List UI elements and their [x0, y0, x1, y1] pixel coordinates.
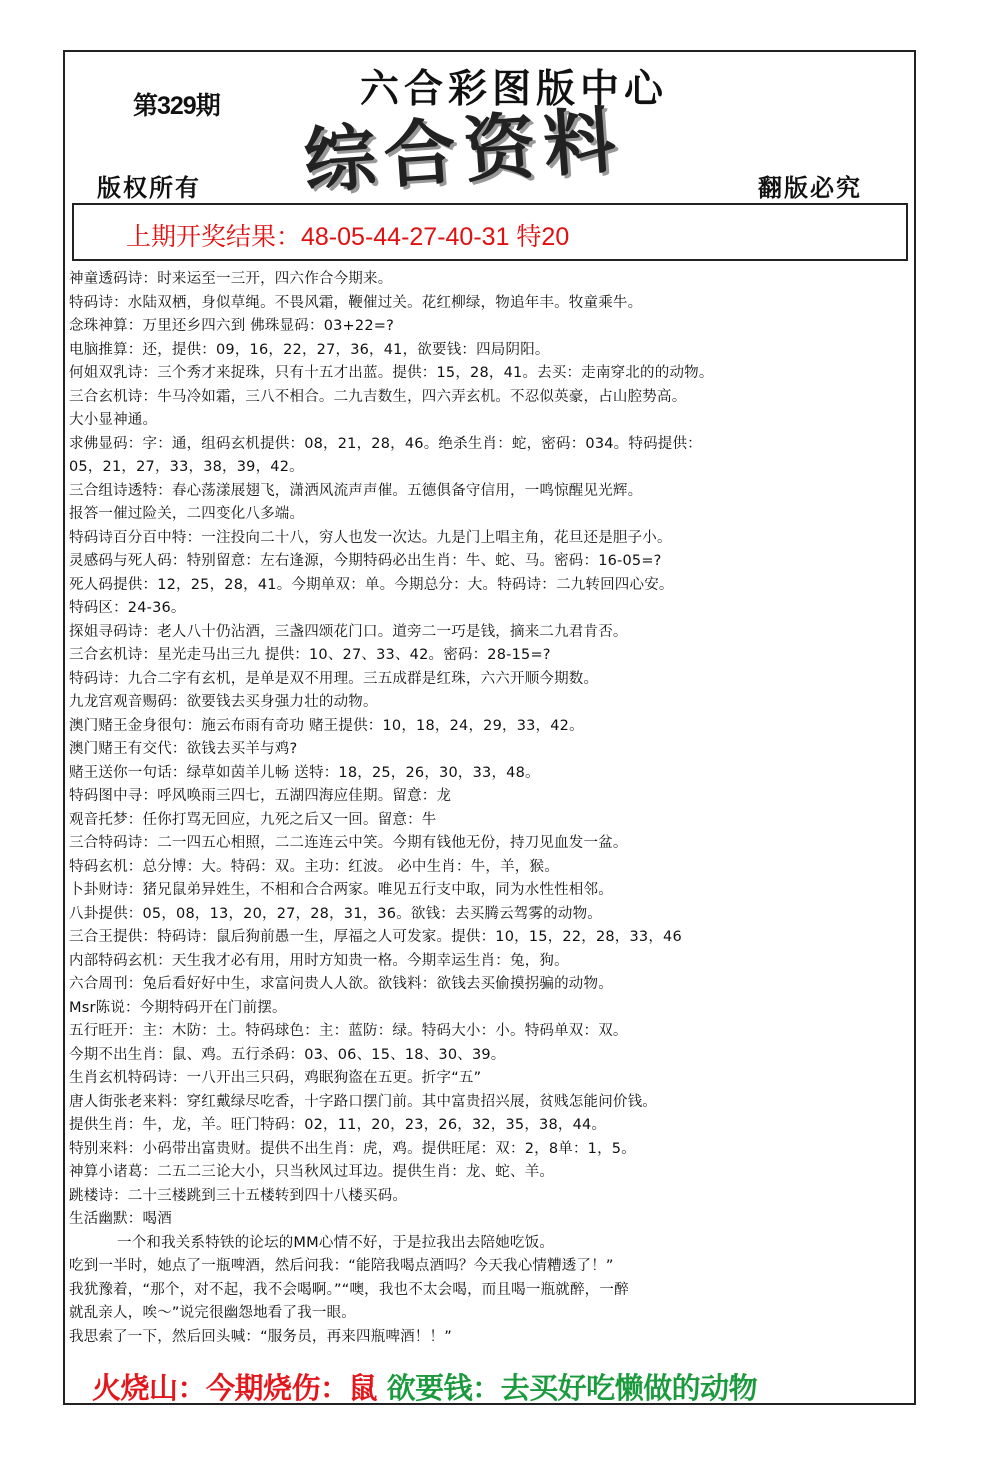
content-line: 一个和我关系特铁的论坛的MM心情不好，于是拉我出去陪她吃饭。 [117, 1234, 555, 1251]
content-line: 跳楼诗：二十三楼跳到三十五楼转到四十八楼买码。 [69, 1187, 408, 1204]
content-line: 特码诗：水陆双栖，身似草绳。不畏风霜，鞭催过关。花红柳绿，物追年丰。牧童乘牛。 [69, 294, 643, 311]
content-lines [69, 268, 911, 1349]
content-line: 灵感码与死人码：特别留意：左右逢源，今期特码必出生肖：牛、蛇、马。密码：16-05=? [69, 553, 662, 569]
content-line: 特码玄机：总分博：大。特码：双。主功：红波。 必中生肖：牛，羊，猴。 [69, 858, 559, 875]
content-line: 三合王提供：特码诗：鼠后狗前愚一生，厚福之人可发家。提供：10，15，22，28，33，46 [69, 929, 682, 945]
content-line: 三合组诗透特：春心荡漾展翅飞，潇洒风流声声催。五德俱备守信用，一鸣惊醒见光辉。 [69, 482, 643, 499]
content-line: 提供生肖：牛，龙，羊。旺门特码：02，11，20，23，26，32，35，38，44。 [69, 1117, 607, 1133]
content-line: 赌王送你一句话：绿草如茵羊儿畅 送特：18，25，26，30，33，48。 [69, 764, 540, 781]
content-line: 九龙宫观音赐码：欲要钱去买身强力壮的动物。 [69, 694, 378, 710]
content-line: 生肖玄机特码诗：一八开出三只码，鸡眠狗盗在五更。折字“五” [69, 1070, 482, 1086]
content-line: 澳门赌王金身很句：施云布雨有奇功 赌王提供：10，18，24，29，33，42。 [69, 717, 584, 734]
main-title: 综合资料 [301, 96, 627, 204]
content-line: 特码图中寻：呼风唤雨三四七，五湖四海应佳期。留意：龙 [69, 788, 452, 804]
content-line: 特码区：24-36。 [69, 600, 186, 616]
content-line: 报答一催过险关，二四变化八多端。 [69, 506, 305, 522]
content-line: 三合玄机诗：牛马冷如霜，三八不相合。二九吉数生，四六弄玄机。不忍似英豪，占山腔势高。 [69, 388, 687, 405]
last-result-text: 上期开奖结果：48-05-44-27-40-31 特20 [126, 223, 570, 251]
content-line: 探姐寻码诗：老人八十仍沾酒，三盏四颂花门口。道旁二一巧是钱，摘来二九君肯否。 [69, 623, 628, 640]
footer-banner [92, 1366, 757, 1407]
content-line: 三合玄机诗：星光走马出三九 提供：10、27、33、42。密码：28-15=? [69, 647, 551, 663]
center-title: 六合彩图版中心 [360, 66, 669, 112]
content-line: 澳门赌王有交代：欲钱去买羊与鸡? [69, 741, 298, 757]
content-line: 吃到一半时，她点了一瓶啤酒，然后问我：“能陪我喝点酒吗？今天我心情糟透了！” [69, 1258, 614, 1274]
content-line: 三合特码诗：二一四五心相照，二二连连云中笑。今期有钱他无份，持刀见血发一盆。 [69, 835, 628, 851]
content-line: 我思索了一下，然后回头喊：“服务员，再来四瓶啤酒！！” [69, 1328, 452, 1345]
content-line: 何姐双乳诗：三个秀才来捉珠，只有十五才出蓝。提供：15，28，41。去买：走南穿北的的动物。 [69, 365, 714, 381]
content-line: 电脑推算：还，提供：09，16，22，27，36，41，欲要钱：四局阴阳。 [69, 341, 550, 358]
content-line: 卜卦财诗：猪兄鼠弟异姓生，不相和合合两家。唯见五行支中取，同为水性性相邻。 [69, 882, 613, 898]
content-line: 观音托梦：任你打骂无回应，九死之后又一回。留意：牛 [69, 811, 437, 828]
last-result-box [72, 203, 908, 261]
content-line: 今期不出生肖：鼠、鸡。五行杀码：03、06、15、18、30、39。 [69, 1046, 506, 1063]
content-line: 内部特码玄机：天生我才必有用，用时方知贵一格。今期幸运生肖：兔，狗。 [69, 952, 569, 969]
content-line: 五行旺开：主：木防：土。特码球色：主：蓝防：绿。特码大小：小。特码单双：双。 [69, 1023, 628, 1039]
content-line: 求佛显码：字：通，组码玄机提供：08，21，28，46。绝杀生肖：蛇，密码：034。特码提供： [69, 435, 702, 452]
content-line: 特别来料：小码带出富贵财。提供不出生肖：虎，鸡。提供旺尾：双：2，8单：1，5。 [69, 1140, 636, 1157]
content-line: 特码诗百分百中特：一注投向二十八，穷人也发一次达。九是门上唱主角，花旦还是胆子小。 [69, 529, 672, 546]
content-line: 特码诗：九合二字有玄机，是单是双不用理。三五成群是红珠，六六开顺今期数。 [69, 670, 599, 687]
content-line: 我犹豫着，“那个，对不起，我不会喝啊。”“噢，我也不太会喝，而且喝一瓶就醉，一醉 [69, 1281, 629, 1298]
piracy-mark: 翻版必究 [758, 173, 862, 202]
content-line: Msr陈说：今期特码开在门前摆。 [69, 999, 287, 1016]
content-line: 神童透码诗：时来运至一三开，四六作合今期来。 [69, 271, 393, 287]
content-line: 就乱亲人，唉～”说完很幽怨地看了我一眼。 [69, 1305, 357, 1321]
content-line: 神算小诸葛：二五二三论大小，只当秋风过耳边。提供生肖：龙、蛇、羊。 [69, 1164, 555, 1180]
issue-number: 第329期 [133, 92, 220, 120]
content-line: 生活幽默：喝酒 [69, 1211, 172, 1227]
content-line: 死人码提供：12，25，28，41。今期单双：单。今期总分：大。特码诗：二九转回四心安。 [69, 576, 674, 593]
content-line: 八卦提供：05，08，13，20，27，28，31，36。欲钱：去买腾云驾雾的动物。 [69, 905, 603, 922]
footer-fire: 火烧山：今期烧伤：鼠 [92, 1371, 378, 1405]
content-line: 唐人街张老来料：穿红戴绿尽吃香，十字路口摆门前。其中富贵招兴展，贫贱怎能问价钱。 [69, 1093, 657, 1110]
content-line: 大小显神通。 [69, 412, 158, 428]
copyright-mark: 版权所有 [97, 173, 201, 202]
content-line: 念珠神算：万里还乡四六到 佛珠显码：03+22=? [69, 318, 395, 334]
content-line: 05，21，27，33，38，39，42。 [69, 459, 304, 475]
content-line: 六合周刊：兔后看好好中生，求富问贵人人欲。欲钱料：欲钱去买偷摸拐骗的动物。 [69, 976, 613, 992]
footer-money: 欲要钱：去买好吃懒做的动物 [386, 1371, 758, 1405]
